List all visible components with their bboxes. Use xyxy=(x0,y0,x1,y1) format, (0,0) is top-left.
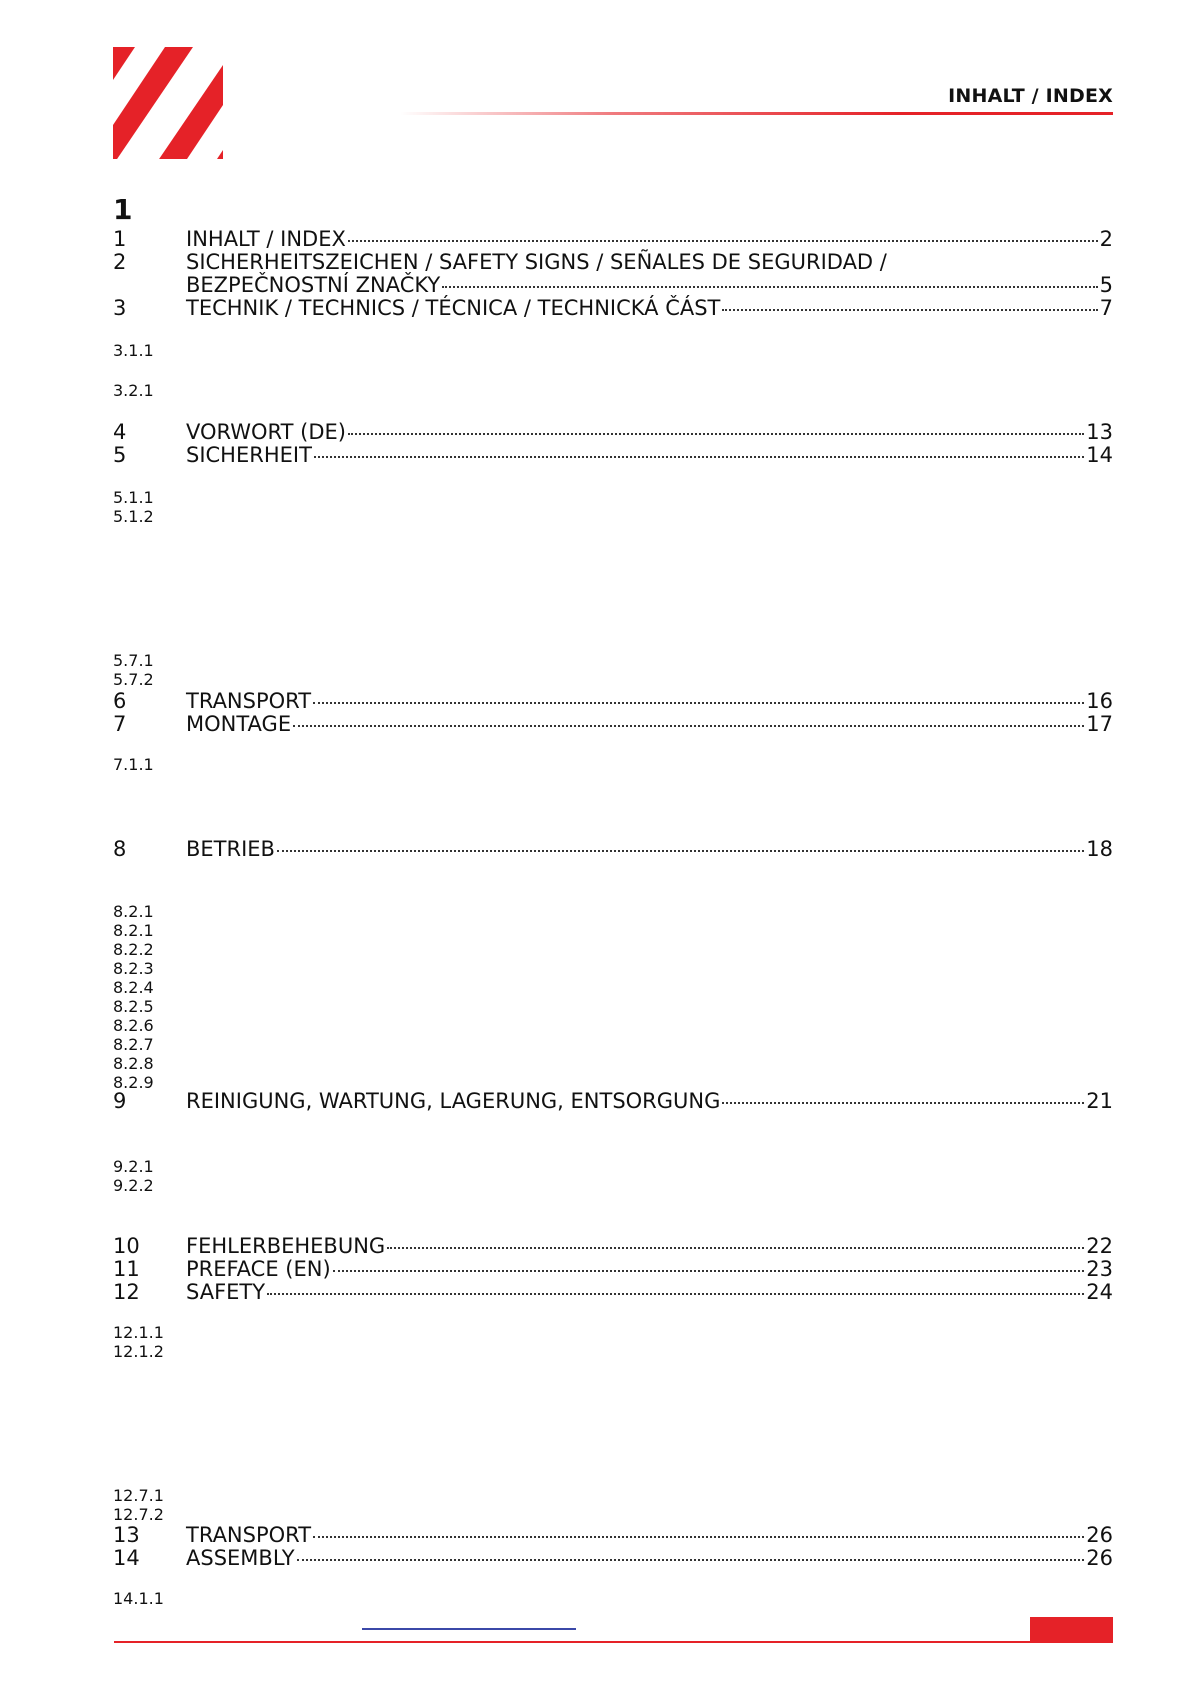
toc-entry-title: PREFACE (EN) xyxy=(186,1257,331,1281)
toc-entry-page: 24 xyxy=(1086,1280,1113,1304)
toc-entry-title: VORWORT (DE) xyxy=(186,420,346,444)
toc-entry-title: TRANSPORT xyxy=(186,1523,312,1547)
toc-entry-page: 18 xyxy=(1086,837,1113,861)
footer-link-underline[interactable] xyxy=(362,1628,576,1630)
toc-entry-number: 5 xyxy=(113,443,127,467)
toc-subsection-number: 8.2.2 xyxy=(113,940,154,959)
footer-page-tab xyxy=(1030,1617,1113,1641)
toc-entry-number: 7 xyxy=(113,712,127,736)
toc-entry-page: 23 xyxy=(1086,1257,1113,1281)
toc-entry-number: 2 xyxy=(113,250,127,274)
toc-entry-page: 2 xyxy=(1099,227,1113,251)
toc-subsection-number: 12.1.2 xyxy=(113,1342,164,1361)
toc-entry-number: 1 xyxy=(113,227,127,251)
toc-entry-title: REINIGUNG, WARTUNG, LAGERUNG, ENTSORGUNG xyxy=(186,1089,721,1113)
toc-entry-page: 26 xyxy=(1086,1523,1113,1547)
toc-leader-dots xyxy=(267,1293,1084,1295)
toc-subsection-number: 8.2.4 xyxy=(113,978,154,997)
toc-entry-title: SAFETY xyxy=(186,1280,266,1304)
toc-entry-page: 14 xyxy=(1086,443,1113,467)
footer-divider xyxy=(114,1641,1113,1643)
toc-subsection-number: 5.1.1 xyxy=(113,488,154,507)
toc-entry-title: FEHLERBEHEBUNG xyxy=(186,1234,386,1258)
toc-entry-page: 21 xyxy=(1086,1089,1113,1113)
toc-entry-page: 16 xyxy=(1086,689,1113,713)
toc-leader-dots xyxy=(722,309,1097,311)
toc-entry-title: TECHNIK / TECHNICS / TÉCNICA / TECHNICKÁ ČÁST xyxy=(186,296,721,320)
toc-entry-title: MONTAGE xyxy=(186,712,292,736)
toc-entry-page: 7 xyxy=(1099,296,1113,320)
toc-entry-title: BEZPEČNOSTNÍ ZNAČKY xyxy=(186,273,441,297)
toc-subsection-number: 12.7.2 xyxy=(113,1505,164,1524)
toc-entry-number: 14 xyxy=(113,1546,140,1570)
toc-subsection-number: 7.1.1 xyxy=(113,755,154,774)
toc-leader-dots xyxy=(314,456,1084,458)
toc-leader-dots xyxy=(277,850,1084,852)
toc-subsection-number: 8.2.6 xyxy=(113,1016,154,1035)
toc-subsection-number: 12.1.1 xyxy=(113,1323,164,1342)
toc-subsection-number: 5.7.2 xyxy=(113,670,154,689)
toc-leader-dots xyxy=(297,1559,1085,1561)
toc-subsection-number: 8.2.3 xyxy=(113,959,154,978)
toc-subsection-number: 9.2.2 xyxy=(113,1176,154,1195)
toc-entry-page: 17 xyxy=(1086,712,1113,736)
toc-subsection-number: 5.1.2 xyxy=(113,507,154,526)
toc-leader-dots xyxy=(442,286,1097,288)
toc-entry-page: 5 xyxy=(1099,273,1113,297)
toc-leader-dots xyxy=(387,1247,1084,1249)
toc-leader-dots xyxy=(313,1536,1084,1538)
toc-entry-number: 13 xyxy=(113,1523,140,1547)
toc-subsection-number: 8.2.7 xyxy=(113,1035,154,1054)
toc-leader-dots xyxy=(348,240,1098,242)
toc-entry-number: 6 xyxy=(113,689,127,713)
toc-entry-number: 11 xyxy=(113,1257,140,1281)
toc-entry-title: SICHERHEIT xyxy=(186,443,312,467)
toc-entry-number: 12 xyxy=(113,1280,140,1304)
toc-subsection-number: 8.2.8 xyxy=(113,1054,154,1073)
toc-entry-page: 22 xyxy=(1086,1234,1113,1258)
toc-entry-page: 13 xyxy=(1086,420,1113,444)
header-divider xyxy=(400,112,1113,115)
toc-leader-dots xyxy=(722,1102,1084,1104)
toc-leader-dots xyxy=(313,702,1084,704)
toc-entry-number: 4 xyxy=(113,420,127,444)
toc-entry-title: INHALT / INDEX xyxy=(186,227,346,251)
toc-entry-title: BETRIEB xyxy=(186,837,275,861)
brand-logo xyxy=(113,47,223,159)
toc-entry-number: 10 xyxy=(113,1234,140,1258)
toc-entry-title: TRANSPORT xyxy=(186,689,312,713)
toc-subsection-number: 9.2.1 xyxy=(113,1157,154,1176)
toc-subsection-number: 5.7.1 xyxy=(113,651,154,670)
toc-subsection-number: 8.2.1 xyxy=(113,902,154,921)
toc-entry-number: 9 xyxy=(113,1089,127,1113)
toc-subsection-number: 3.1.1 xyxy=(113,341,154,360)
toc-subsection-number: 3.2.1 xyxy=(113,381,154,400)
toc-subsection-number: 8.2.1 xyxy=(113,921,154,940)
toc-subsection-number: 8.2.9 xyxy=(113,1073,154,1092)
toc-entry-number: 8 xyxy=(113,837,127,861)
toc-entry-page: 26 xyxy=(1086,1546,1113,1570)
toc-leader-dots xyxy=(333,1270,1085,1272)
toc-heading: 1 xyxy=(113,193,133,226)
toc-entry-number: 3 xyxy=(113,296,127,320)
toc-entry-title: ASSEMBLY xyxy=(186,1546,295,1570)
toc-leader-dots xyxy=(293,725,1084,727)
toc-entry-title-line1: SICHERHEITSZEICHEN / SAFETY SIGNS / SEÑALES DE SEGURIDAD / xyxy=(186,250,887,274)
toc-subsection-number: 8.2.5 xyxy=(113,997,154,1016)
toc-subsection-number: 12.7.1 xyxy=(113,1486,164,1505)
page-header-title: INHALT / INDEX xyxy=(948,85,1113,107)
toc-leader-dots xyxy=(348,433,1084,435)
toc-subsection-number: 14.1.1 xyxy=(113,1589,164,1608)
